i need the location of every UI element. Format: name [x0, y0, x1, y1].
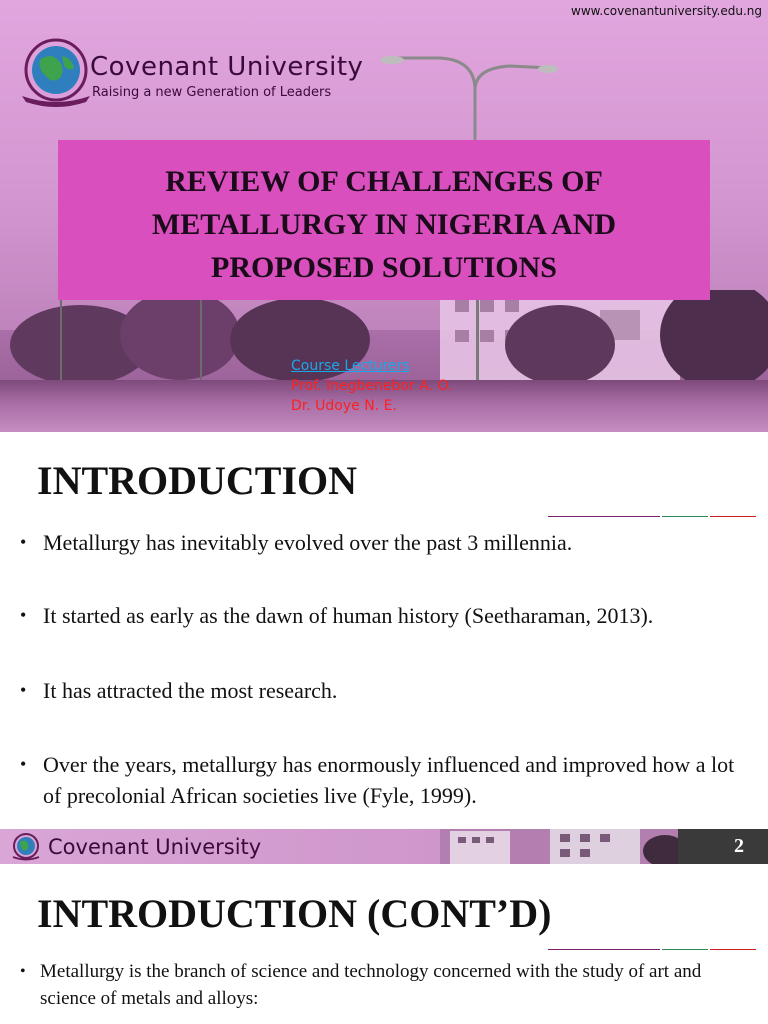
footer-campus-image: [440, 829, 768, 864]
slide-title-box: [58, 140, 710, 300]
accent-line-red: [710, 949, 756, 950]
bullet-item: • It started as early as the dawn of human history (Seetharaman, 2013).: [20, 603, 654, 628]
heading-accent-lines: [548, 516, 756, 518]
accent-line-green: [662, 949, 708, 950]
university-tagline: Raising a new Generation of Leaders: [92, 85, 332, 100]
title-line: PROPOSED SOLUTIONS: [211, 251, 557, 284]
lecturer-name: Dr. Udoye N. E.: [291, 398, 397, 414]
slide-heading: INTRODUCTION: [37, 458, 358, 503]
page-number: 2: [734, 835, 744, 857]
globe-logo-icon: [16, 38, 96, 108]
accent-line-purple: [548, 949, 660, 950]
accent-line-green: [662, 516, 708, 517]
lecturers-heading[interactable]: Course Lecturers: [291, 358, 410, 374]
globe-logo-icon: [10, 833, 42, 861]
title-line: REVIEW OF CHALLENGES OF: [165, 165, 603, 198]
title-slide: [0, 0, 768, 432]
university-logo: [16, 38, 96, 108]
slide-heading: INTRODUCTION (CONT’D): [37, 891, 552, 936]
slide-footer: [0, 829, 768, 864]
bullet-item: • Over the years, metallurgy has enormously influenced and improved how a lot of precolonial African societies live (Fyle, 1999).: [20, 752, 735, 808]
university-name: Covenant University: [90, 52, 364, 82]
lecturer-name: Prof. Inegbenebor A. O.: [291, 378, 453, 394]
introduction-contd-slide: [0, 864, 768, 1024]
website-url: www.covenantuniversity.edu.ng: [571, 4, 762, 18]
accent-line-red: [710, 516, 756, 517]
heading-accent-lines: [548, 949, 756, 951]
introduction-slide: [0, 432, 768, 864]
footer-university-name: Covenant University: [48, 835, 262, 859]
lecturers-block: [291, 356, 452, 416]
bullet-item: • It has attracted the most research.: [20, 678, 338, 703]
title-line: METALLURGY IN NIGERIA AND: [151, 208, 617, 241]
accent-line-purple: [548, 516, 660, 517]
bullet-item: • Metallurgy has inevitably evolved over the past 3 millennia.: [20, 530, 573, 555]
bullet-item: • Metallurgy is the branch of science and technology concerned with the study of art and science of metals and alloys:: [20, 961, 702, 1009]
